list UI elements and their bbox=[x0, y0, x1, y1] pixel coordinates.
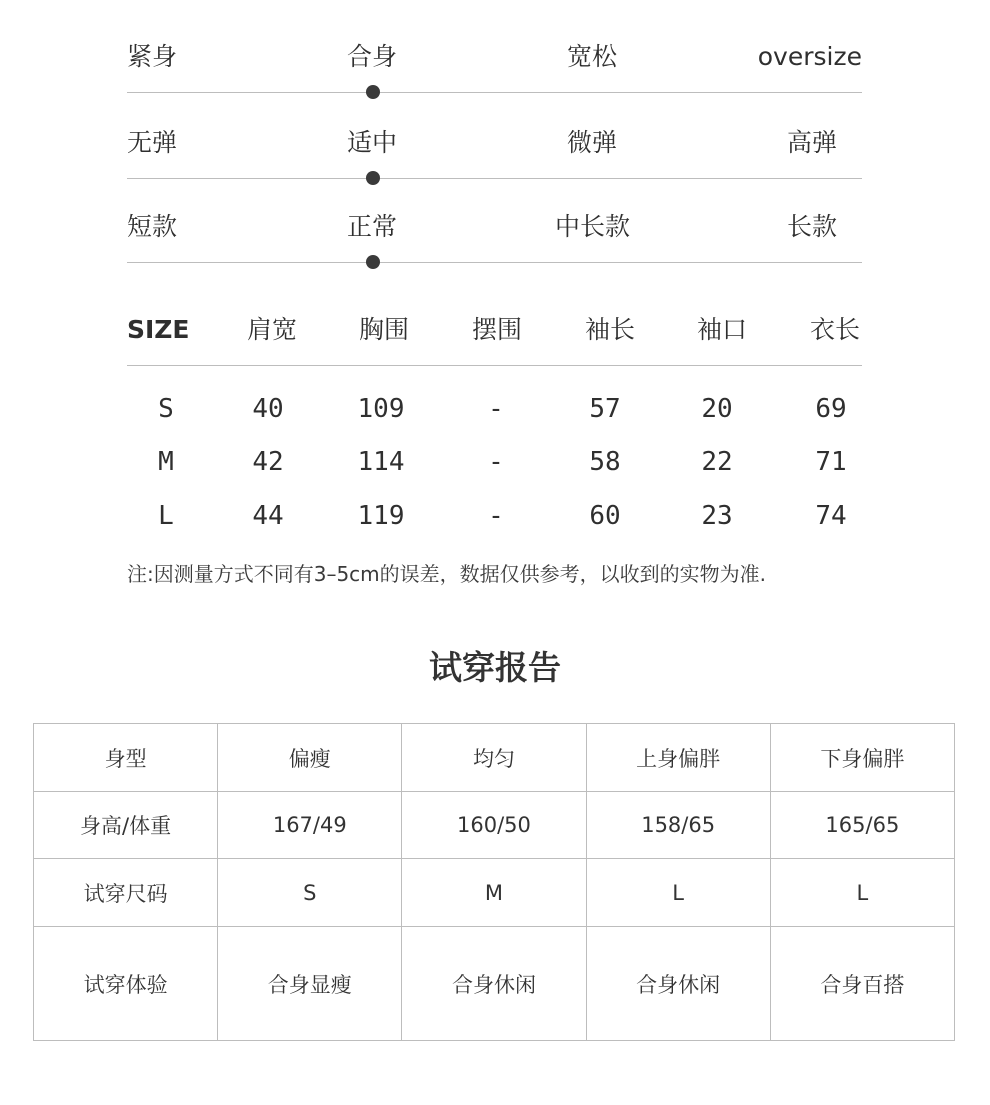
report-row-label: 身型 bbox=[34, 724, 218, 792]
report-cell: 合身显瘦 bbox=[218, 927, 402, 1041]
stretch-option-moderate: 适中 bbox=[347, 128, 398, 157]
cell-body-length: 69 bbox=[815, 394, 847, 424]
cell-sleeve-length: 60 bbox=[589, 501, 621, 531]
length-option-regular: 正常 bbox=[347, 212, 398, 241]
stretch-option-high: 高弹 bbox=[787, 128, 838, 157]
cell-chest: 119 bbox=[357, 501, 405, 531]
header-size: SIZE bbox=[127, 315, 190, 344]
cell-cuff: 23 bbox=[701, 501, 733, 531]
header-shoulder: 肩宽 bbox=[246, 315, 298, 344]
cell-chest: 114 bbox=[357, 447, 405, 477]
cell-size: M bbox=[158, 447, 174, 477]
table-row bbox=[127, 496, 862, 536]
stretch-option-none: 无弹 bbox=[127, 128, 178, 157]
cell-hem: - bbox=[488, 394, 504, 424]
cell-cuff: 20 bbox=[701, 394, 733, 424]
length-option-short: 短款 bbox=[127, 212, 178, 241]
header-chest: 胸围 bbox=[358, 315, 410, 344]
header-hem: 摆围 bbox=[471, 315, 523, 344]
report-row-label: 试穿体验 bbox=[34, 927, 218, 1041]
fitting-report-title: 试穿报告 bbox=[429, 648, 561, 687]
length-scale-marker bbox=[366, 255, 380, 269]
cell-body-length: 71 bbox=[815, 447, 847, 477]
size-table-header bbox=[127, 308, 862, 352]
table-row bbox=[34, 792, 955, 859]
report-cell: 合身休闲 bbox=[402, 927, 586, 1041]
cell-shoulder: 40 bbox=[252, 394, 284, 424]
stretch-scale-marker bbox=[366, 171, 380, 185]
fit-option-loose: 宽松 bbox=[567, 42, 618, 71]
report-cell: 下身偏胖 bbox=[770, 724, 954, 792]
length-scale-line bbox=[127, 262, 862, 263]
cell-hem: - bbox=[488, 501, 504, 531]
report-cell: 160/50 bbox=[402, 792, 586, 859]
stretch-scale-line bbox=[127, 178, 862, 179]
cell-hem: - bbox=[488, 447, 504, 477]
report-cell: 合身百搭 bbox=[770, 927, 954, 1041]
size-table bbox=[127, 308, 862, 531]
fit-option-oversize: oversize bbox=[757, 42, 862, 71]
fit-option-regular: 合身 bbox=[347, 42, 398, 71]
report-cell: 合身休闲 bbox=[586, 927, 770, 1041]
header-body-length: 衣长 bbox=[809, 315, 861, 344]
table-row bbox=[127, 389, 862, 429]
cell-body-length: 74 bbox=[815, 501, 847, 531]
cell-shoulder: 44 bbox=[252, 501, 284, 531]
measurement-note: 注:因测量方式不同有3–5cm的误差，数据仅供参考，以收到的实物为准. bbox=[127, 562, 767, 586]
header-sleeve-length: 袖长 bbox=[584, 315, 636, 344]
cell-cuff: 22 bbox=[701, 447, 733, 477]
cell-size: L bbox=[158, 501, 174, 531]
header-cuff: 袖口 bbox=[696, 315, 748, 344]
report-cell: S bbox=[218, 859, 402, 927]
stretch-option-slight: 微弹 bbox=[567, 128, 618, 157]
report-cell: 165/65 bbox=[770, 792, 954, 859]
cell-shoulder: 42 bbox=[252, 447, 284, 477]
report-row-label: 身高/体重 bbox=[34, 792, 218, 859]
cell-size: S bbox=[158, 394, 174, 424]
report-cell: 上身偏胖 bbox=[586, 724, 770, 792]
fit-scale-line bbox=[127, 92, 862, 93]
fit-scale-marker bbox=[366, 85, 380, 99]
table-row bbox=[127, 442, 862, 482]
fitting-report-table bbox=[33, 723, 955, 1041]
stretch-scale bbox=[127, 123, 862, 163]
report-cell: M bbox=[402, 859, 586, 927]
length-option-mid-long: 中长款 bbox=[555, 212, 631, 241]
report-cell: 158/65 bbox=[586, 792, 770, 859]
report-cell: 167/49 bbox=[218, 792, 402, 859]
length-option-long: 长款 bbox=[787, 212, 838, 241]
report-row-label: 试穿尺码 bbox=[34, 859, 218, 927]
table-row bbox=[34, 724, 955, 792]
size-table-divider bbox=[127, 365, 862, 366]
report-cell: L bbox=[586, 859, 770, 927]
cell-sleeve-length: 58 bbox=[589, 447, 621, 477]
fit-option-tight: 紧身 bbox=[127, 42, 178, 71]
cell-chest: 109 bbox=[357, 394, 405, 424]
cell-sleeve-length: 57 bbox=[589, 394, 621, 424]
table-row bbox=[34, 859, 955, 927]
report-cell: L bbox=[770, 859, 954, 927]
fit-scale bbox=[127, 37, 862, 77]
report-cell: 均匀 bbox=[402, 724, 586, 792]
length-scale bbox=[127, 207, 862, 247]
report-cell: 偏瘦 bbox=[218, 724, 402, 792]
table-row bbox=[34, 927, 955, 1041]
